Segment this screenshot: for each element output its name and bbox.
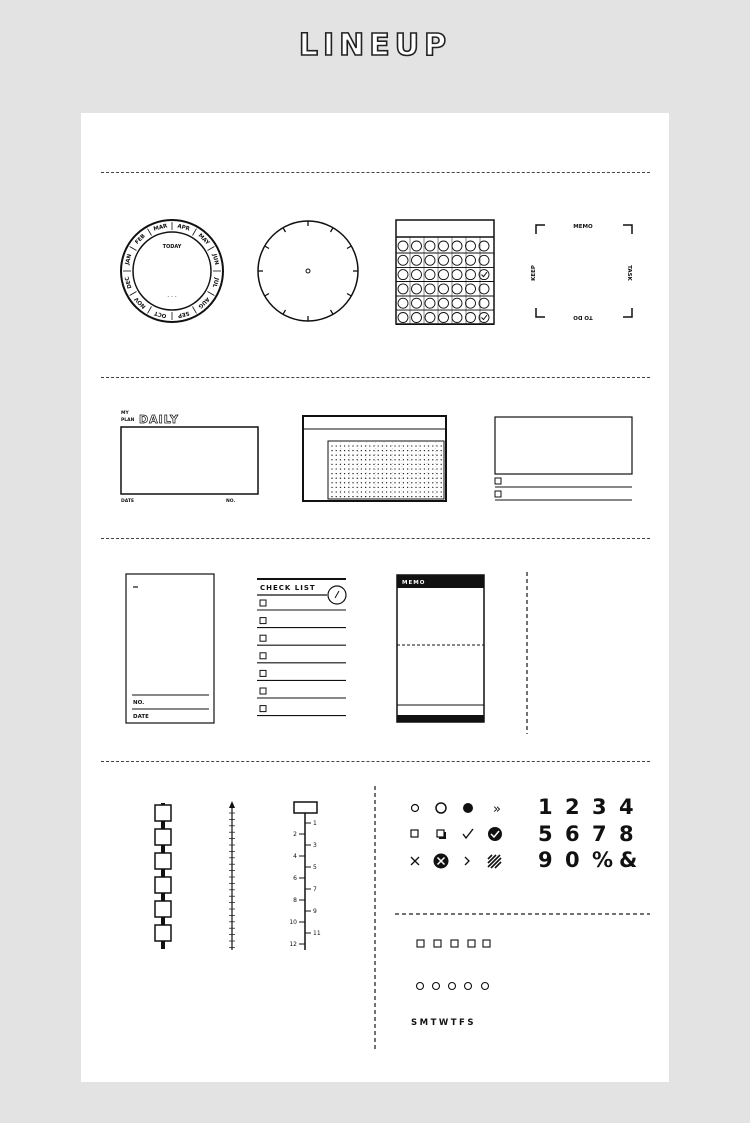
- chevron-right-icon: [465, 857, 469, 865]
- symbols-sticker: [411, 802, 502, 869]
- daily-no-label: NO.: [226, 499, 236, 504]
- memo-frame-top-label: MEMO: [573, 224, 593, 230]
- number-glyph: 3: [592, 795, 607, 819]
- note-card-sticker: [126, 574, 214, 723]
- daily-prefix-plan: PLAN: [121, 418, 135, 423]
- month-label: SEP: [177, 309, 190, 319]
- check-icon: [463, 829, 473, 838]
- number-glyph: &: [619, 848, 638, 872]
- number-glyph: 1: [538, 795, 553, 819]
- dot-grid-sticker: [303, 416, 446, 501]
- ruler-tick-label: 11: [313, 930, 321, 937]
- number-glyph: 4: [619, 795, 634, 819]
- month-label: FEB: [134, 233, 147, 246]
- calendar-grid-sticker: [396, 220, 494, 325]
- daily-plan-sticker: [121, 410, 258, 504]
- cross-icon: [411, 857, 419, 865]
- shadow-square-icon: [437, 830, 444, 837]
- page-title: LINEUP: [298, 28, 452, 63]
- number-glyph: 9: [538, 848, 553, 872]
- number-glyph: 6: [565, 821, 580, 846]
- check-circle-icon: [488, 827, 502, 841]
- ruler-tick-label: 3: [313, 842, 317, 849]
- small-circle-icon: [412, 805, 419, 812]
- ruler-tick-label: 7: [313, 886, 317, 893]
- memo-frame-left-label: KEEP: [531, 265, 537, 281]
- ruler-tick-label: 10: [289, 919, 297, 926]
- ruler-tick-label: 2: [293, 831, 297, 838]
- memo-pad-title: MEMO: [402, 580, 426, 586]
- clock-sticker: [258, 221, 358, 321]
- square-icon: [411, 830, 418, 837]
- checkbox-row-sticker: [417, 940, 490, 947]
- filled-circle-icon: [463, 803, 473, 813]
- month-label: NOV: [133, 295, 148, 310]
- circle-icon: [436, 803, 446, 813]
- dots-mark: · · ·: [167, 294, 177, 301]
- month-label: AUG: [196, 295, 211, 310]
- arrow-timeline-sticker: [229, 801, 235, 950]
- check-list-sticker: [257, 579, 346, 716]
- month-label: DEC: [124, 275, 134, 290]
- memo-frame-sticker: [536, 225, 632, 317]
- month-label: APR: [176, 223, 191, 233]
- number-glyph: %: [592, 848, 614, 872]
- number-glyph: 7: [592, 821, 607, 846]
- ruler-tick-label: 12: [289, 941, 297, 948]
- ruler-tick-label: 4: [293, 853, 297, 860]
- ruler-tick-label: 5: [313, 864, 317, 871]
- ruler-tick-label: 9: [313, 908, 317, 915]
- ruler-tick-label: 8: [293, 897, 297, 904]
- month-label: JAN: [124, 253, 134, 266]
- memo-pad-sticker: [397, 575, 484, 722]
- number-glyph: 0: [565, 848, 580, 872]
- card-date-label: DATE: [133, 714, 149, 720]
- month-ring-sticker: [121, 220, 223, 322]
- ruler-sticker: [289, 802, 320, 950]
- lineup-sheet: [81, 113, 669, 1082]
- daily-title: DAILY: [139, 413, 179, 426]
- square-chain-sticker: [155, 803, 171, 949]
- month-label: MAR: [153, 223, 169, 233]
- daily-prefix-my: MY: [121, 411, 129, 416]
- circle-row-sticker: [417, 983, 489, 990]
- checklist-rows: [257, 600, 346, 716]
- number-glyph: 8: [619, 821, 634, 846]
- month-label: MAY: [196, 232, 211, 247]
- double-chevron-icon: »: [493, 802, 501, 817]
- month-label: JUN: [210, 253, 220, 266]
- ruler-tick-label: 1: [313, 820, 317, 827]
- number-set: [538, 794, 648, 874]
- sticker-artwork: [81, 113, 669, 1082]
- number-glyph: 2: [565, 795, 580, 819]
- today-label: TODAY: [162, 244, 182, 250]
- memo-frame-bottom-label: TO DO: [573, 314, 593, 320]
- daily-date-label: DATE: [121, 499, 135, 504]
- month-label: OCT: [153, 309, 168, 319]
- month-label: JUL: [210, 276, 220, 289]
- number-glyph: 5: [538, 821, 553, 846]
- checklist-title: CHECK LIST: [260, 584, 316, 592]
- box-checklist-sticker: [495, 417, 632, 500]
- hatched-square-icon: [488, 855, 501, 868]
- weekday-letters: SMTWTFS: [411, 1018, 476, 1028]
- memo-frame-right-label: TASK: [626, 265, 632, 281]
- ruler-tick-label: 6: [293, 875, 297, 882]
- card-no-label: NO.: [133, 700, 145, 706]
- month-labels: [123, 222, 221, 320]
